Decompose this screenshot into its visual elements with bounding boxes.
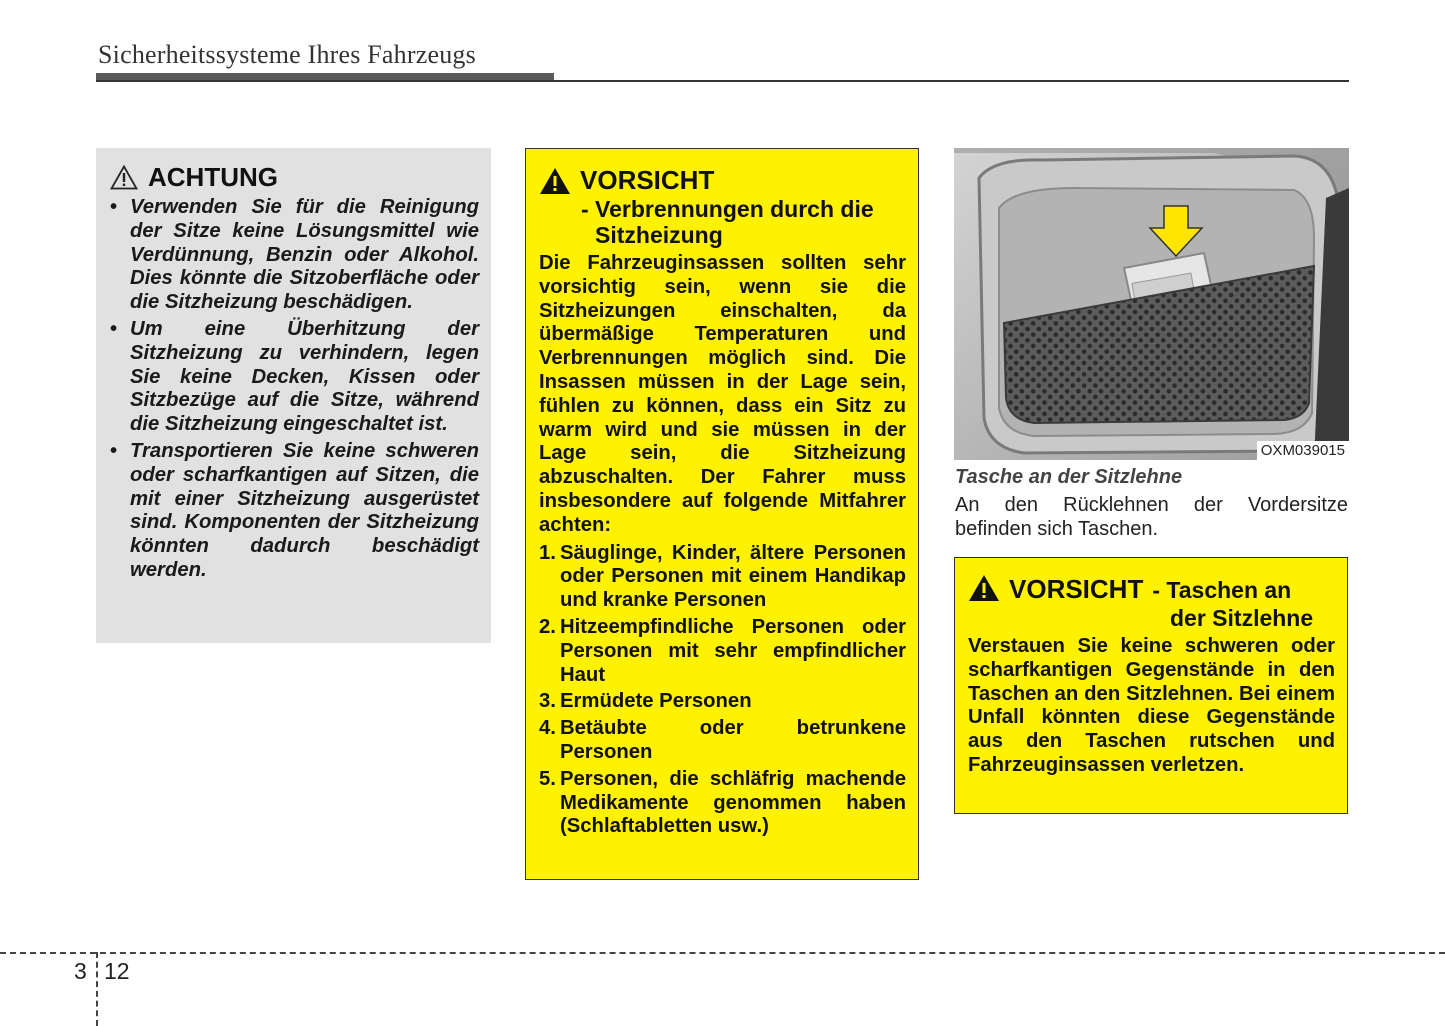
warning-triangle-icon [539,167,571,195]
list-item: • Transportieren Sie keine schweren oder scharfkantigen auf Sitzen, die mit einer Sitzheizung ausgerüstet sind. Komponenten der Sitzheizung könnten dadurch beschädigt werden. [110,439,479,581]
photo-code: OXM039015 [1257,441,1349,460]
list-item: 3. Ermüdete Personen [539,690,752,713]
vorsicht-subtitle-2: Sitzheizung [595,222,723,248]
achtung-title: ACHTUNG [148,162,278,192]
caption-title: Tasche an der Sitzlehne [955,466,1183,488]
vorsicht-subtitle-2: der Sitzlehne [1170,605,1314,631]
list-item: 5. Personen, die schläfrig machende Medikamente genommen haben (Schlaftabletten usw.) [539,767,906,838]
seatback-illustration [954,148,1349,460]
header-rule [96,80,1349,82]
achtung-item-text: Transportieren Sie keine schweren oder scharfkantigen auf Sitzen, die mit einer Sitzheizung ausgerüstet sind. Komponenten der Sitzheizung könnten dadurch beschädigt werden. [130,439,479,581]
warning-triangle-icon [110,165,138,190]
warning-triangle-icon [968,574,1000,602]
list-item: 1. Säuglinge, Kinder, ältere Personen oder Personen mit einem Handikap und kranke Personen [539,541,906,612]
footer-rule [0,952,1445,954]
vorsicht-seat-heating-box [525,148,919,880]
footer-divider [96,952,98,1026]
list-item: 2. Hitzeempfindliche Personen oder Personen mit sehr empfindlicher Haut [539,615,906,686]
vorsicht-subtitle: - Verbrennungen durch die [581,196,874,222]
vorsicht-heading [968,574,1335,605]
vorsicht-heading [539,165,906,196]
achtung-item-text: Um eine Überhitzung der Sitzheizung zu verhindern, legen Sie keine Decken, Kissen oder Sitzbezüge auf die Sitze, während die Sitzheizung eingeschaltet ist. [130,317,479,436]
vorsicht-seat-pocket-box [954,557,1348,814]
list-item: • Um eine Überhitzung der Sitzheizung zu verhindern, legen Sie keine Decken, Kissen oder Sitzbezüge auf die Sitze, während die Sitzheizung eingeschaltet ist. [110,317,479,436]
vorsicht-numbered-list [539,542,906,840]
page-header-title: Sicherheitssysteme Ihres Fahrzeugs [98,40,476,69]
vorsicht-title: VORSICHT [580,165,715,195]
achtung-heading [110,162,479,193]
chapter-number: 3 [74,958,87,984]
seatback-pocket-photo [954,148,1349,460]
list-item: 4. Betäubte oder betrunkene Personen [539,717,906,763]
vorsicht-body: Verstauen Sie keine schweren oder scharfkantigen Gegenstände in den Taschen an den Sitzlehnen. Bei einem Unfall könnten diese Gegenstände aus den Taschen rutschen und Fahrzeuginsassen verletzen. [968,635,1335,776]
achtung-item-text: Verwenden Sie für die Reinigung der Sitze keine Lösungsmittel wie Verdünnung, Benzin oder Alkohol. Dies könnte die Sitzoberfläche oder die Sitzheizung beschädigen. [130,196,479,314]
vorsicht-subtitle: - Taschen an [1152,577,1292,603]
list-item: • Verwenden Sie für die Reinigung der Sitze keine Lösungsmittel wie Verdünnung, Benzin oder Alkohol. Dies könnte die Sitzoberfläche oder die Sitzheizung beschädigen. [110,196,479,314]
caption-text: An den Rücklehnen der Vordersitze befinden sich Taschen. [955,494,1348,540]
vorsicht-title: VORSICHT [1009,574,1144,604]
page-number: 12 [104,958,130,984]
achtung-list [110,196,479,583]
vorsicht-body: Die Fahrzeuginsassen sollten sehr vorsichtig sein, wenn sie die Sitzheizungen einschalten, da übermäßige Temperaturen und Verbrennungen möglich sind. Die Insassen müssen in der Lage sein, fühlen zu können, dass ein Sitz zu warm wird und sie müssen in der Lage sein, die Sitzheizung abzuschalten. Der Fahrer muss insbesondere auf folgende Mitfahrer achten: [539,252,906,536]
achtung-box [96,148,491,643]
